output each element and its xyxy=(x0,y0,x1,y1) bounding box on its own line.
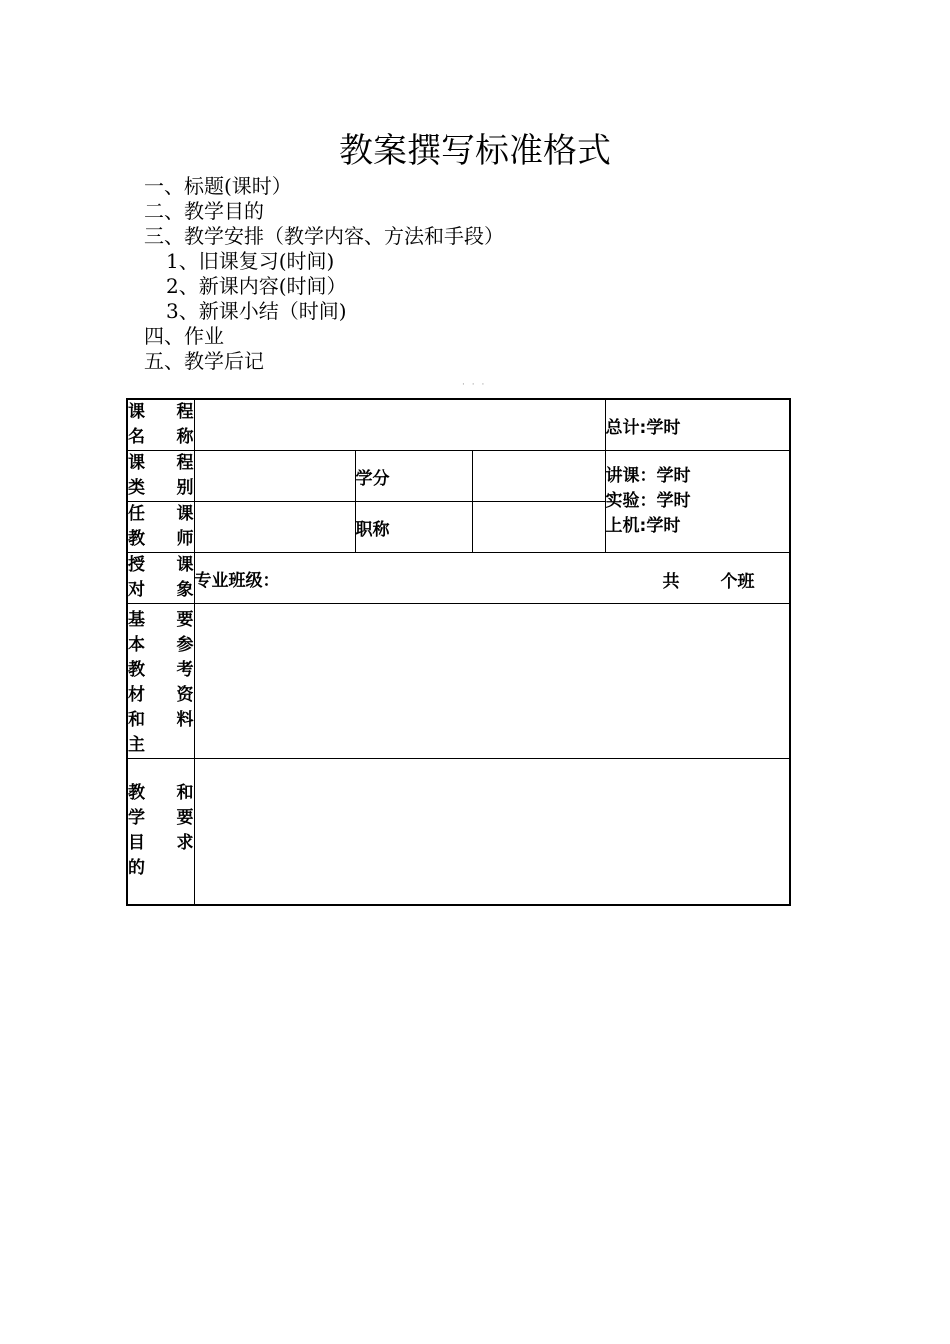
credit-label: 学分 xyxy=(355,451,472,502)
audience-label: 授 课 对 象 xyxy=(127,553,194,604)
gong-label: 共 xyxy=(662,572,680,592)
course-info-table xyxy=(126,398,791,906)
outline-item: 四、作业 xyxy=(144,324,224,348)
total-hours-label: 总计:学时 xyxy=(605,399,790,451)
title-value[interactable] xyxy=(472,502,605,553)
outline-list xyxy=(144,174,504,374)
page-title: 教案撰写标准格式 xyxy=(339,131,611,171)
course-name-label: 课 程 名 称 xyxy=(127,399,194,451)
outline-subitem: 3、新课小结（时间) xyxy=(166,299,347,323)
outline-subitem: 2、新课内容(时间） xyxy=(166,274,347,298)
outline-item: 五、教学后记 xyxy=(144,349,264,373)
credit-value[interactable] xyxy=(472,451,605,502)
objectives-value[interactable] xyxy=(194,759,790,905)
outline-item: 二、教学目的 xyxy=(144,199,264,223)
class-count-label: 个班 xyxy=(720,572,755,592)
objectives-label: 教 和 学 要 目 求 的 xyxy=(127,759,194,905)
textbooks-value[interactable] xyxy=(194,604,790,759)
textbooks-label: 基 要 本 参 教 考 材 资 和 料 主 xyxy=(127,604,194,759)
lecture-hours-label: 讲课：学时 xyxy=(605,466,691,486)
hours-breakdown xyxy=(605,451,790,553)
outline-item: 一、标题(课时） xyxy=(144,174,292,198)
outline-subitem: 1、旧课复习(时间) xyxy=(166,249,335,273)
title-label: 职称 xyxy=(355,502,472,553)
major-class-label: 专业班级： xyxy=(194,570,280,591)
lab-hours-label: 实验：学时 xyxy=(605,491,691,511)
course-type-value[interactable] xyxy=(194,451,355,502)
teacher-label: 任 课 教 师 xyxy=(127,502,194,553)
course-name-value[interactable] xyxy=(194,399,605,451)
faint-marks: · · · xyxy=(462,380,487,390)
course-type-label: 课 程 类 别 xyxy=(127,451,194,502)
computer-hours-label: 上机:学时 xyxy=(605,516,681,536)
teacher-value[interactable] xyxy=(194,502,355,553)
major-class-row[interactable] xyxy=(194,553,790,604)
outline-item: 三、教学安排（教学内容、方法和手段） xyxy=(144,224,504,248)
